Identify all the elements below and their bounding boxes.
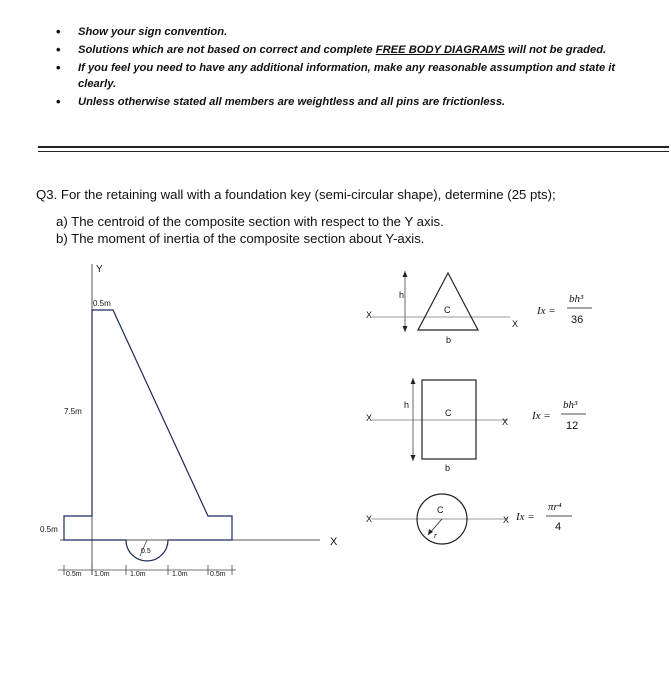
rectangle-ix-denominator: 12 (566, 420, 579, 432)
question-part-a: a) The centroid of the composite section with respect to the Y axis. (56, 214, 444, 229)
dim-label-1: 0.5m (66, 571, 82, 578)
figures (0, 250, 671, 590)
question-parts (56, 213, 444, 247)
wall-outline (64, 310, 232, 561)
base-thickness-label: 0.5m (40, 525, 58, 534)
rectangle-b-label: b (445, 463, 451, 473)
circle-ix-numerator: πr⁴ (548, 501, 562, 513)
rectangle-x-left: X (366, 413, 373, 423)
triangle-ix-numerator: bh³ (569, 293, 584, 305)
instruction-weightless: • Unless otherwise stated all members are weightless and all pins are frictionless. (56, 94, 616, 110)
circle-x-left: X (366, 514, 373, 524)
instruction-assumption: • If you feel you need to have any additional information, make any reasonable assumption and state it clearly. (56, 60, 616, 92)
rectangle-ix-numerator: bh³ (563, 399, 578, 411)
rectangle-figure (366, 378, 586, 473)
question-part-b: b) The moment of inertia of the composite section about Y-axis. (56, 231, 425, 246)
rectangle-h-label: h (404, 400, 410, 410)
key-radius-label: 0.5 (141, 548, 151, 555)
divider-thin (38, 151, 669, 152)
triangle-centroid-label: C (444, 305, 451, 315)
circle-figure (366, 494, 572, 544)
triangle-h-label: h (399, 290, 405, 300)
circle-r-label: r (434, 531, 438, 540)
wall-height-label: 7.5m (64, 407, 82, 416)
circle-x-right: X (503, 515, 510, 525)
instructions-list (56, 24, 616, 112)
circle-ix-lhs: Ix = (516, 511, 535, 523)
triangle-b-label: b (446, 335, 452, 345)
dim-label-3: 1.0m (130, 571, 146, 578)
retaining-wall-figure (58, 264, 320, 575)
triangle-ix-denominator: 36 (571, 314, 584, 326)
triangle-shape (418, 273, 478, 330)
dim-label-2: 1.0m (94, 571, 110, 578)
instruction-free-body: • Solutions which are not based on correct and complete FREE BODY DIAGRAMS will not be graded. (56, 42, 616, 58)
rectangle-shape (422, 380, 476, 459)
triangle-x-right: X (512, 319, 519, 329)
question-title: Q3. For the retaining wall with a foundation key (semi-circular shape), determine (25 pts); (36, 187, 556, 202)
triangle-x-left: X (366, 310, 373, 320)
triangle-figure (366, 271, 592, 345)
free-body-diagrams-emphasis: FREE BODY DIAGRAMS (375, 44, 505, 56)
y-axis-label: Y (96, 264, 103, 275)
rectangle-centroid-label: C (445, 408, 452, 418)
triangle-ix-lhs: Ix = (537, 305, 556, 317)
instruction-sign-convention: • Show your sign convention. (56, 24, 616, 40)
divider-thick (38, 146, 669, 148)
circle-ix-denominator: 4 (555, 521, 562, 533)
dim-label-4: 1.0m (172, 571, 188, 578)
dim-label-5: 0.5m (210, 571, 226, 578)
circle-centroid-label: C (437, 505, 444, 515)
x-axis-label: X (330, 536, 338, 548)
rectangle-ix-lhs: Ix = (532, 410, 551, 422)
rectangle-x-right: X (502, 417, 509, 427)
top-width-label: 0.5m (93, 299, 111, 308)
